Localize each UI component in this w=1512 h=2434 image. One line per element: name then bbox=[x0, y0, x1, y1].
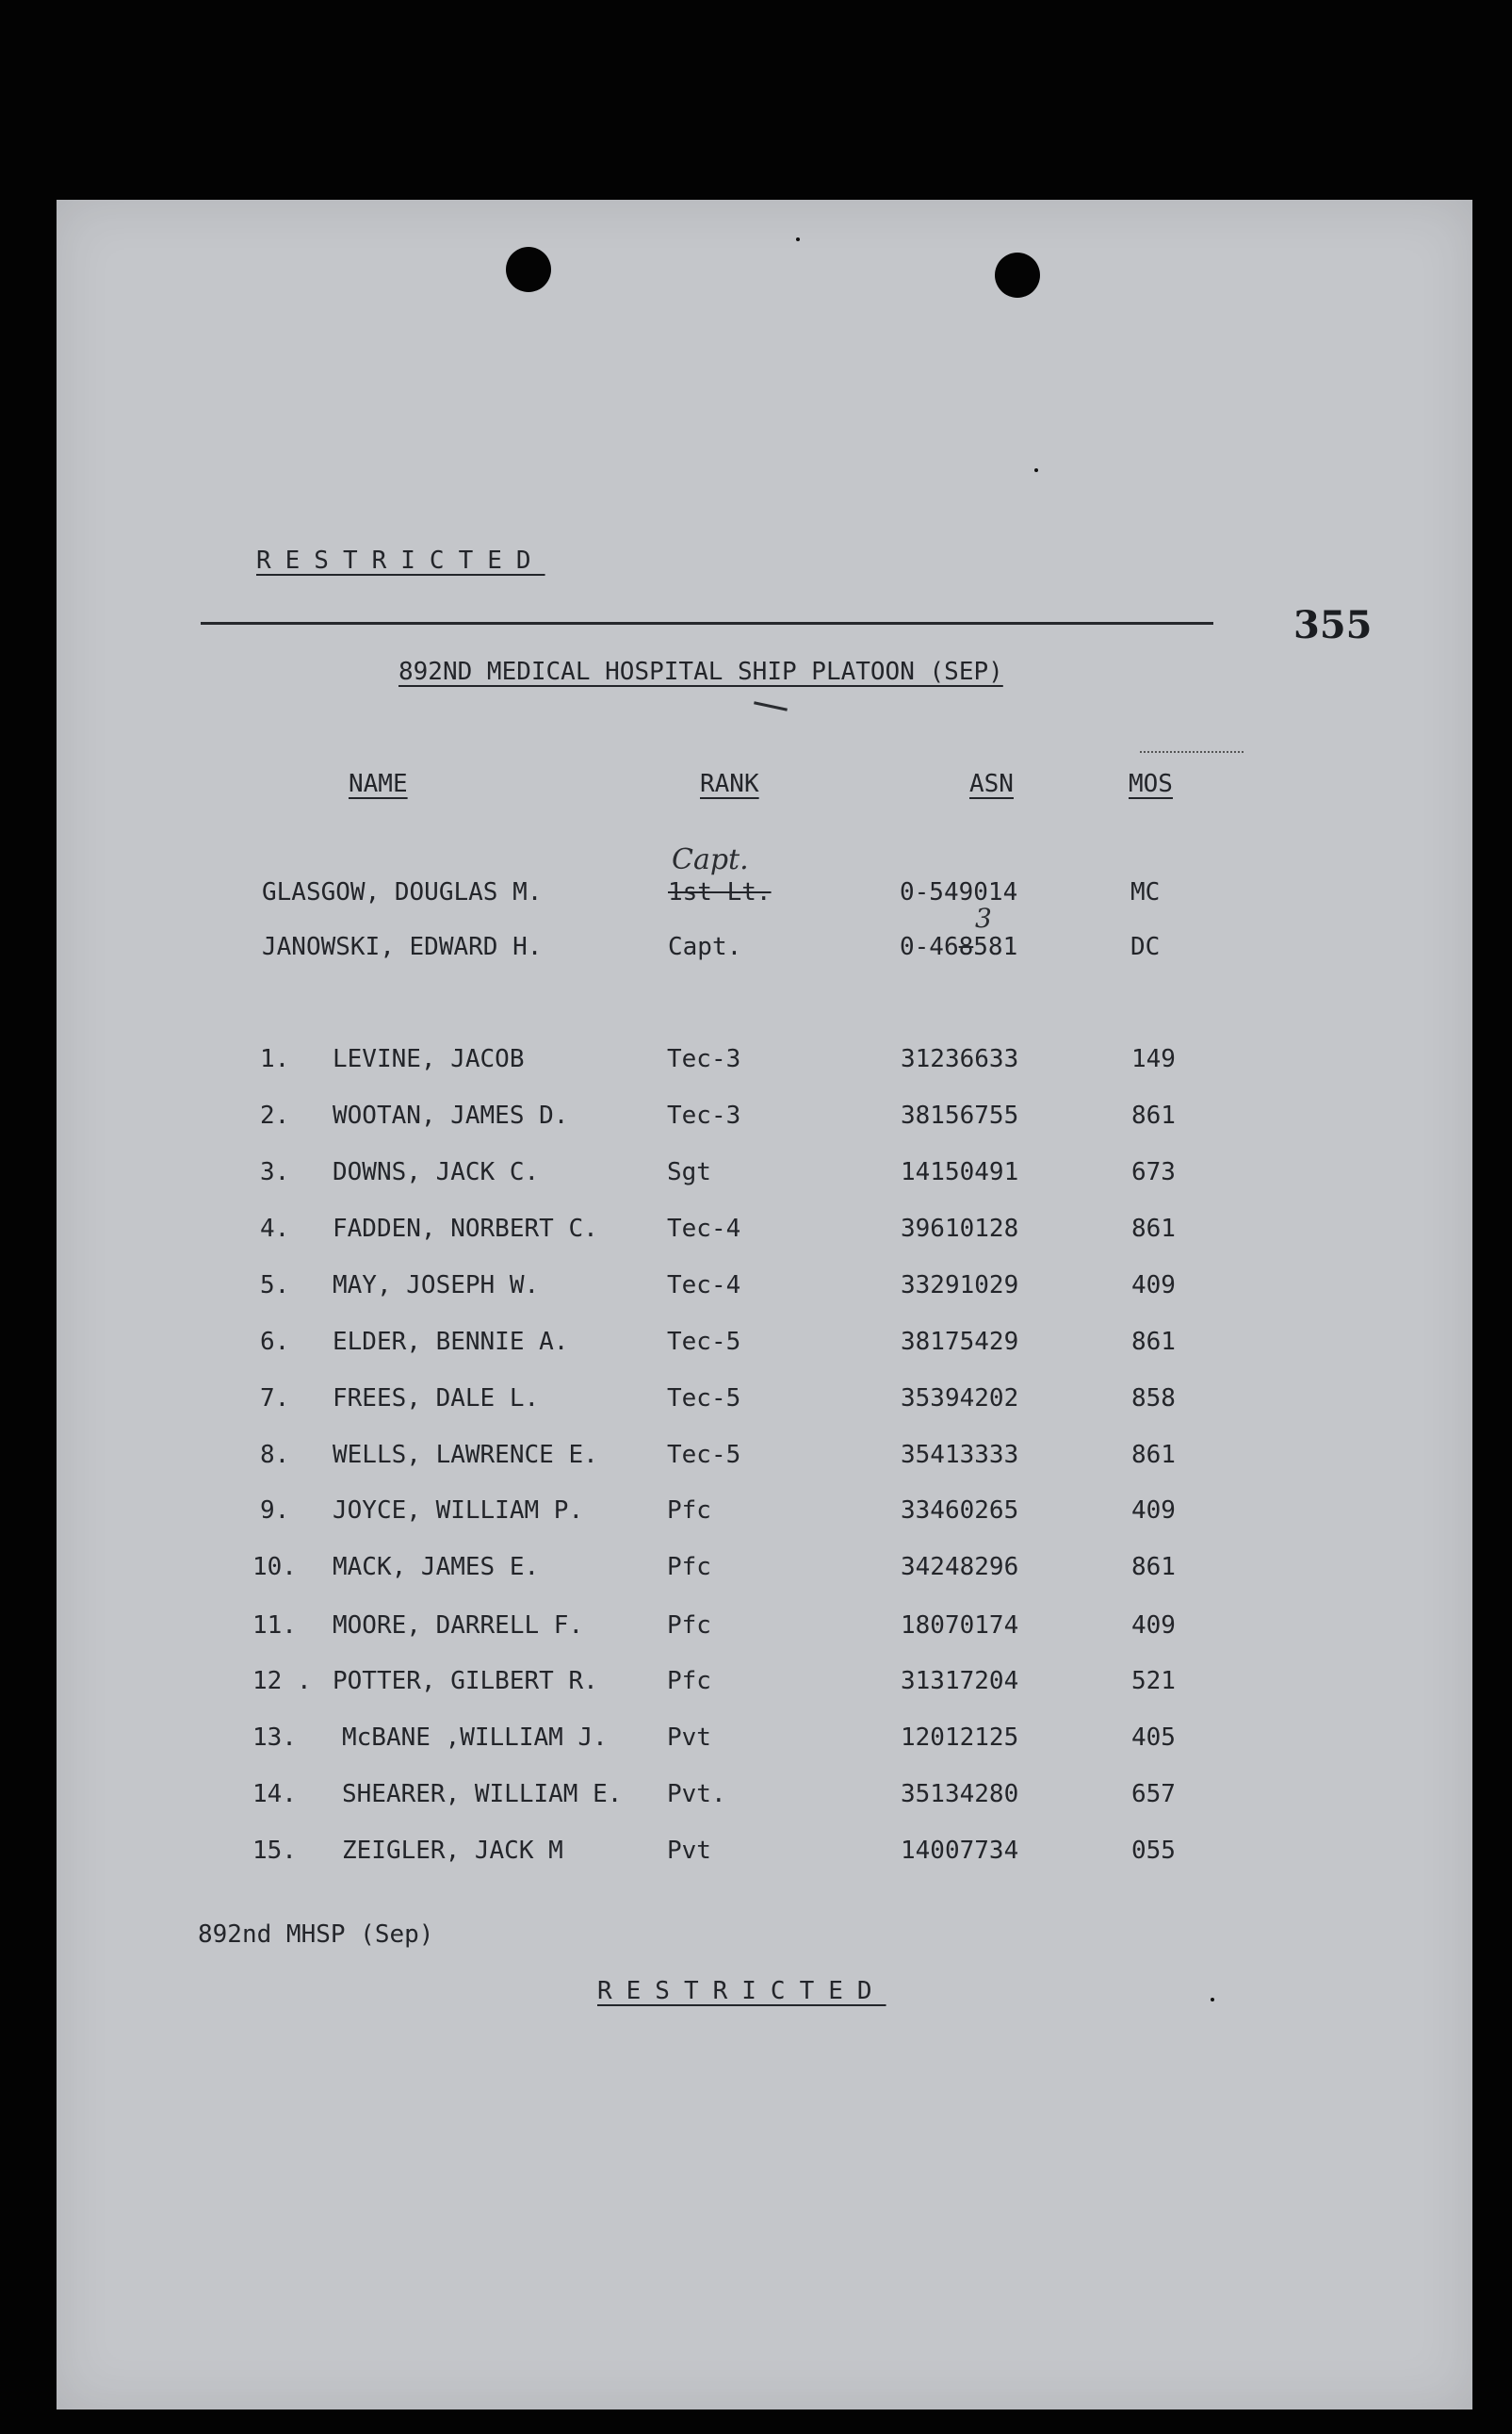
enlisted-asn: 35413333 bbox=[901, 1441, 1019, 1469]
paper-sheet bbox=[57, 200, 1472, 2409]
enlisted-asn: 35134280 bbox=[901, 1780, 1019, 1808]
enlisted-mos: 149 bbox=[1131, 1045, 1176, 1073]
enlisted-rank: Tec-5 bbox=[667, 1384, 741, 1413]
enlisted-mos: 861 bbox=[1131, 1553, 1176, 1581]
asn-struck-digit: 8 bbox=[958, 933, 974, 961]
row-number: 13. bbox=[252, 1723, 297, 1752]
enlisted-mos: 521 bbox=[1131, 1667, 1176, 1695]
officer-asn: 0-549014 bbox=[900, 878, 1018, 907]
enlisted-name: FREES, DALE L. bbox=[333, 1384, 540, 1413]
asn-prefix: 0-46 bbox=[900, 933, 959, 961]
enlisted-rank: Tec-4 bbox=[667, 1271, 741, 1299]
row-number: 8. bbox=[260, 1441, 290, 1469]
enlisted-mos: 861 bbox=[1131, 1102, 1176, 1130]
enlisted-name: LEVINE, JACOB bbox=[333, 1045, 525, 1073]
restricted-header: RESTRICTED bbox=[256, 547, 545, 575]
officer-rank-handwritten: Capt. bbox=[672, 843, 749, 876]
enlisted-name: SHEARER, WILLIAM E. bbox=[342, 1780, 623, 1808]
enlisted-asn: 33460265 bbox=[901, 1496, 1019, 1525]
enlisted-name: ELDER, BENNIE A. bbox=[333, 1328, 569, 1356]
enlisted-rank: Pfc bbox=[667, 1496, 711, 1525]
enlisted-asn: 38156755 bbox=[901, 1102, 1019, 1130]
officer-rank-struck: 1st Lt. bbox=[668, 878, 772, 907]
punch-hole bbox=[506, 247, 551, 292]
row-number: 4. bbox=[260, 1215, 290, 1243]
enlisted-name: MAY, JOSEPH W. bbox=[333, 1271, 540, 1299]
officer-asn bbox=[900, 935, 1017, 959]
column-header-asn: ASN bbox=[969, 770, 1014, 798]
enlisted-asn: 18070174 bbox=[901, 1611, 1019, 1640]
enlisted-rank: Tec-5 bbox=[667, 1441, 741, 1469]
enlisted-asn: 31236633 bbox=[901, 1045, 1019, 1073]
row-number: 11. bbox=[252, 1611, 297, 1640]
enlisted-rank: Tec-3 bbox=[667, 1045, 741, 1073]
enlisted-name: McBANE ,WILLIAM J. bbox=[342, 1723, 608, 1752]
restricted-footer: RESTRICTED bbox=[597, 1977, 886, 2005]
column-header-name: NAME bbox=[349, 770, 408, 798]
officer-name: GLASGOW, DOUGLAS M. bbox=[262, 878, 543, 907]
row-number: 5. bbox=[260, 1271, 290, 1299]
enlisted-rank: Sgt bbox=[667, 1158, 711, 1186]
enlisted-asn: 31317204 bbox=[901, 1667, 1019, 1695]
unit-abbreviation: 892nd MHSP (Sep) bbox=[198, 1920, 434, 1949]
enlisted-rank: Pfc bbox=[667, 1667, 711, 1695]
enlisted-mos: 861 bbox=[1131, 1328, 1176, 1356]
row-number: 1. bbox=[260, 1045, 290, 1073]
officer-mos: MC bbox=[1130, 878, 1161, 907]
row-number: 3. bbox=[260, 1158, 290, 1186]
enlisted-rank: Tec-3 bbox=[667, 1102, 741, 1130]
unit-title: 892ND MEDICAL HOSPITAL SHIP PLATOON (SEP) bbox=[398, 658, 1003, 686]
enlisted-asn: 38175429 bbox=[901, 1328, 1019, 1356]
enlisted-mos: 055 bbox=[1131, 1837, 1176, 1865]
dotted-mark bbox=[1140, 751, 1244, 753]
officer-mos: DC bbox=[1130, 933, 1161, 961]
enlisted-mos: 858 bbox=[1131, 1384, 1176, 1413]
asn-suffix: 581 bbox=[973, 933, 1018, 961]
enlisted-mos: 409 bbox=[1131, 1271, 1176, 1299]
enlisted-asn: 14007734 bbox=[901, 1837, 1019, 1865]
enlisted-asn: 12012125 bbox=[901, 1723, 1019, 1752]
enlisted-rank: Pfc bbox=[667, 1611, 711, 1640]
column-header-rank: RANK bbox=[700, 770, 759, 798]
enlisted-mos: 409 bbox=[1131, 1611, 1176, 1640]
header-rule bbox=[201, 622, 1213, 625]
enlisted-name: WOOTAN, JAMES D. bbox=[333, 1102, 569, 1130]
enlisted-mos: 673 bbox=[1131, 1158, 1176, 1186]
enlisted-rank: Pvt bbox=[667, 1723, 711, 1752]
enlisted-rank: Tec-4 bbox=[667, 1215, 741, 1243]
speck bbox=[1034, 468, 1038, 472]
enlisted-name: POTTER, GILBERT R. bbox=[333, 1667, 598, 1695]
enlisted-name: ZEIGLER, JACK M bbox=[342, 1837, 563, 1865]
row-number: 12 . bbox=[252, 1667, 312, 1695]
enlisted-mos: 657 bbox=[1131, 1780, 1176, 1808]
enlisted-mos: 861 bbox=[1131, 1441, 1176, 1469]
enlisted-name: JOYCE, WILLIAM P. bbox=[333, 1496, 584, 1525]
speck bbox=[796, 237, 800, 241]
enlisted-name: DOWNS, JACK C. bbox=[333, 1158, 540, 1186]
enlisted-name: MOORE, DARRELL F. bbox=[333, 1611, 584, 1640]
enlisted-name: FADDEN, NORBERT C. bbox=[333, 1215, 598, 1243]
enlisted-rank: Pfc bbox=[667, 1553, 711, 1581]
enlisted-mos: 861 bbox=[1131, 1215, 1176, 1243]
enlisted-asn: 14150491 bbox=[901, 1158, 1019, 1186]
enlisted-asn: 35394202 bbox=[901, 1384, 1019, 1413]
column-header-mos: MOS bbox=[1129, 770, 1173, 798]
enlisted-rank: Pvt bbox=[667, 1837, 711, 1865]
enlisted-rank: Tec-5 bbox=[667, 1328, 741, 1356]
row-number: 9. bbox=[260, 1496, 290, 1525]
enlisted-mos: 409 bbox=[1131, 1496, 1176, 1525]
officer-rank: Capt. bbox=[668, 933, 742, 961]
officer-name: JANOWSKI, EDWARD H. bbox=[262, 933, 543, 961]
row-number: 15. bbox=[252, 1837, 297, 1865]
enlisted-name: MACK, JAMES E. bbox=[333, 1553, 540, 1581]
speck bbox=[1211, 1998, 1214, 2001]
enlisted-asn: 34248296 bbox=[901, 1553, 1019, 1581]
enlisted-asn: 39610128 bbox=[901, 1215, 1019, 1243]
row-number: 7. bbox=[260, 1384, 290, 1413]
enlisted-asn: 33291029 bbox=[901, 1271, 1019, 1299]
enlisted-name: WELLS, LAWRENCE E. bbox=[333, 1441, 598, 1469]
enlisted-rank: Pvt. bbox=[667, 1780, 726, 1808]
row-number: 10. bbox=[252, 1553, 297, 1581]
row-number: 14. bbox=[252, 1780, 297, 1808]
asn-handwritten-digit: 3 bbox=[975, 903, 992, 934]
page-number: 355 bbox=[1293, 603, 1373, 647]
enlisted-mos: 405 bbox=[1131, 1723, 1176, 1752]
punch-hole bbox=[995, 253, 1040, 298]
row-number: 6. bbox=[260, 1328, 290, 1356]
row-number: 2. bbox=[260, 1102, 290, 1130]
